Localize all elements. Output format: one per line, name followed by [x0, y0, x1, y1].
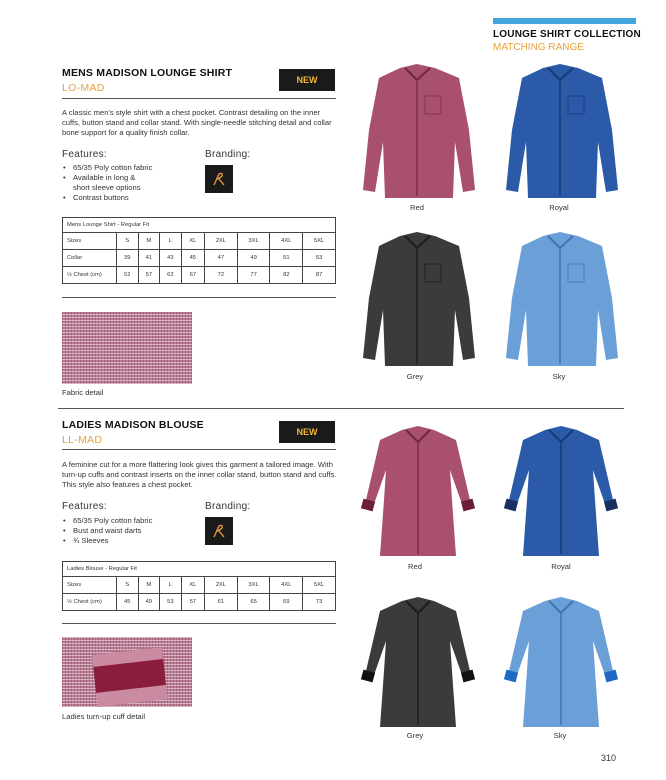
mens-product-name: MENS MADISON LOUNGE SHIRT: [62, 67, 233, 79]
list-item: • Bust and waist darts: [62, 526, 192, 536]
list-item: • Contrast buttons: [62, 193, 192, 203]
ladies-blouse-royal-image: [501, 424, 621, 559]
ladies-blouse-red-image: [358, 424, 478, 559]
ladies-color-grey-label: Grey: [406, 731, 424, 740]
cuff-detail-image: [62, 637, 192, 707]
mens-branding-heading: Branding:: [205, 149, 251, 160]
fabric-detail-caption: Fabric detail: [62, 388, 104, 397]
ladies-features-list: [62, 516, 192, 546]
ladies-new-badge: NEW: [279, 421, 335, 443]
ladies-color-sky-label: Sky: [553, 731, 567, 740]
ladies-size-table: [62, 561, 336, 611]
ladies-color-royal-label: Royal: [551, 562, 571, 571]
collection-title: LOUNGE SHIRT COLLECTION: [493, 29, 641, 40]
mens-shirt-red-image: [355, 62, 480, 202]
ladies-product-name: LADIES MADISON BLOUSE: [62, 419, 204, 431]
table-row: ½ Chest (cm) 52 57 62 67 72 77 82 87: [63, 267, 336, 284]
table-row: ½ Chest (cm) 45 49 53 57 61 65 69 73: [63, 594, 336, 611]
list-item: • ¾ Sleeves: [62, 536, 192, 546]
ladies-blouse-sky-image: [501, 595, 621, 730]
mens-color-royal-label: Royal: [549, 203, 569, 212]
mens-title-rule: [62, 98, 336, 99]
mens-color-grey-label: Grey: [406, 372, 424, 381]
list-item: • 65/35 Poly cotton fabric: [62, 516, 192, 526]
ladies-color-red-label: Red: [408, 562, 422, 571]
ladies-description: A feminine cut for a more flattering look gives this garment a tailored image. With turn-up cuffs and contrast inserts on the inner collar stand, button stand and cuffs. This style also features a chest pocket.: [62, 460, 337, 489]
ladies-branding-heading: Branding:: [205, 501, 251, 512]
mens-color-red-label: Red: [410, 203, 424, 212]
page-number: 310: [600, 753, 616, 763]
mens-color-sky-label: Sky: [552, 372, 566, 381]
cuff-detail-caption: Ladies turn-up cuff detail: [62, 712, 146, 721]
section-divider: [58, 408, 624, 409]
fabric-detail-image: [62, 312, 192, 384]
table-caption: Ladies Blouse - Regular Fit: [63, 562, 336, 577]
mens-shirt-grey-image: [355, 230, 480, 370]
mens-table-rule: [62, 297, 336, 298]
mens-size-table: [62, 217, 336, 284]
ladies-title-rule: [62, 449, 336, 450]
mens-features-list: [62, 163, 192, 203]
table-caption: Mens Lounge Shirt - Regular Fit: [63, 218, 336, 233]
table-row: Sizes S M L XL 2XL 3XL 4XL 5XL: [63, 577, 336, 594]
list-item: • 65/35 Poly cotton fabric: [62, 163, 192, 173]
mens-shirt-royal-image: [498, 62, 623, 202]
list-item: • Available in long & short sleeve options: [62, 173, 147, 193]
embroidery-branding-icon: [205, 165, 233, 193]
mens-features-heading: Features:: [62, 149, 107, 160]
ladies-table-rule: [62, 623, 336, 624]
collection-subtitle: MATCHING RANGE: [493, 42, 584, 53]
ladies-product-code: LL-MAD: [62, 434, 103, 446]
header-accent-bar: [493, 18, 636, 24]
mens-shirt-sky-image: [498, 230, 623, 370]
table-row: Sizes S M L XL 2XL 3XL 4XL 5XL: [63, 233, 336, 250]
mens-description: A classic men's style shirt with a chest pocket. Contrast detailing on the inner cuffs, button stand and collar stand. With single-needle stitching detail and collar bone support for a quality finish collar.: [62, 108, 332, 137]
ladies-features-heading: Features:: [62, 501, 107, 512]
ladies-blouse-grey-image: [358, 595, 478, 730]
table-row: Collar 39 41 43 45 47 49 51 53: [63, 250, 336, 267]
mens-new-badge: NEW: [279, 69, 335, 91]
embroidery-branding-icon: [205, 517, 233, 545]
mens-product-code: LO-MAD: [62, 82, 105, 94]
